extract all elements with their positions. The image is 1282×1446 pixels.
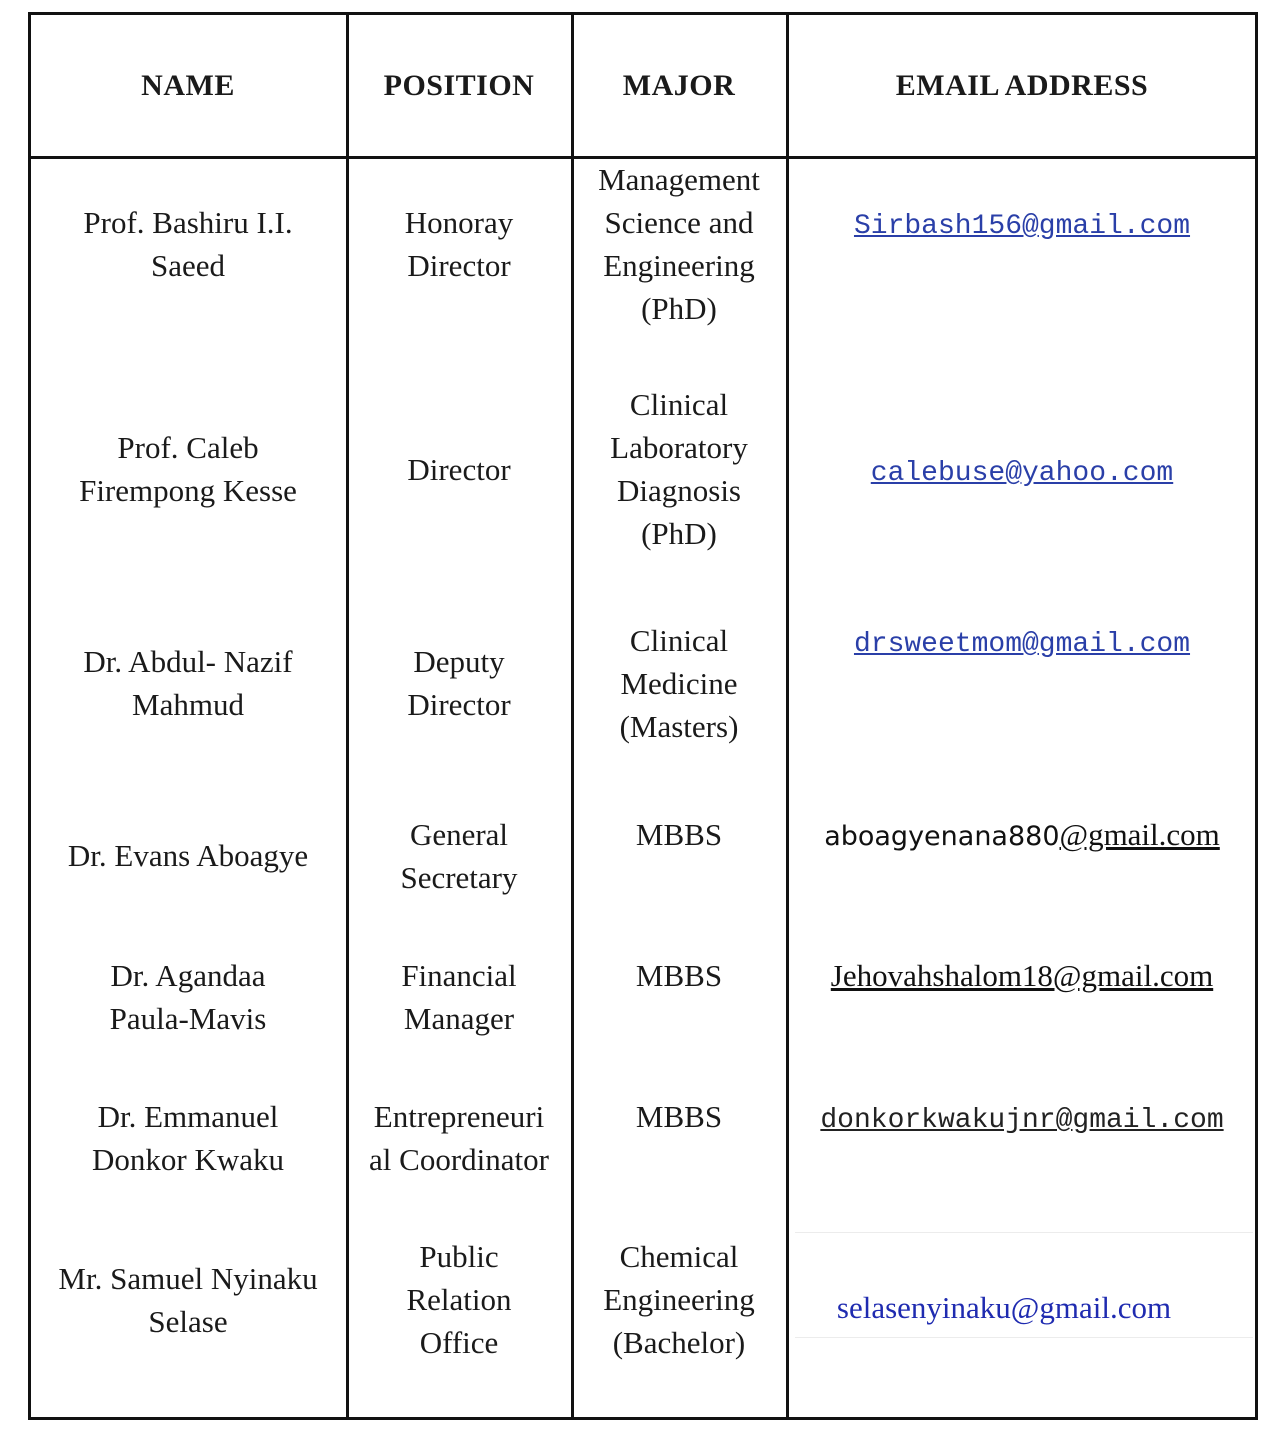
table-row-7-position: Public Relation Office	[406, 1239, 512, 1360]
email-link[interactable]: aboagyenana880@gmail.com	[824, 817, 1220, 852]
table-row-2-name: Prof. Caleb Firempong Kesse	[79, 430, 297, 508]
table-row-1-major: Management Science and Engineering (PhD)	[598, 162, 760, 326]
table-row-3-email	[788, 619, 1256, 666]
table-row-6-name: Dr. Emmanuel Donkor Kwaku	[92, 1099, 284, 1177]
table-row-6-major: MBBS	[635, 1099, 723, 1134]
table-row-3-name: Dr. Abdul- Nazif Mahmud	[83, 644, 293, 722]
email-link[interactable]: Sirbash156@gmail.com	[853, 211, 1191, 242]
table-row-5-name: Dr. Agandaa Paula-Mavis	[109, 958, 267, 1036]
table-row-7-major: Chemical Engineering (Bachelor)	[603, 1239, 755, 1360]
table-row-5-email	[788, 954, 1256, 997]
table-row-1-email	[788, 201, 1256, 248]
email-link[interactable]: Jehovahshalom18@gmail.com	[830, 958, 1214, 993]
table-row-4-name: Dr. Evans Aboagye	[67, 838, 309, 873]
table-row-2-major: Clinical Laboratory Diagnosis (PhD)	[610, 387, 748, 551]
table-row-3-major: Clinical Medicine (Masters)	[619, 623, 739, 744]
email-link[interactable]: calebuse@yahoo.com	[870, 458, 1174, 489]
table-row-3-position: Deputy Director	[407, 644, 511, 722]
email-link[interactable]: donkorkwakujnr@gmail.com	[820, 1105, 1224, 1136]
table-row-4-major: MBBS	[635, 817, 723, 852]
table-row-4-email	[788, 813, 1256, 858]
header-email: EMAIL ADDRESS	[895, 69, 1149, 102]
table-row-4-position: General Secretary	[400, 817, 518, 895]
table-row-1-position: Honoray Director	[404, 205, 514, 283]
table-row-7-name: Mr. Samuel Nyinaku Selase	[58, 1261, 318, 1339]
table-row-2-email	[788, 448, 1256, 495]
table-row-6-position: Entrepreneuri al Coordinator	[369, 1099, 549, 1177]
email-link[interactable]: drsweetmom@gmail.com	[853, 629, 1191, 660]
email-link[interactable]: selasenyinaku@gmail.com	[836, 1290, 1172, 1325]
table-row-6-email	[788, 1095, 1256, 1142]
header-major: MAJOR	[622, 69, 736, 102]
table-row-5-position: Financial Manager	[401, 958, 517, 1036]
table-row-1-name: Prof. Bashiru I.I. Saeed	[83, 205, 293, 283]
table-row-2-position: Director	[407, 452, 511, 487]
table-row-7-email	[770, 1286, 1238, 1329]
header-name: NAME	[141, 69, 235, 102]
header-position: POSITION	[383, 69, 535, 102]
table-row-5-major: MBBS	[635, 958, 723, 993]
